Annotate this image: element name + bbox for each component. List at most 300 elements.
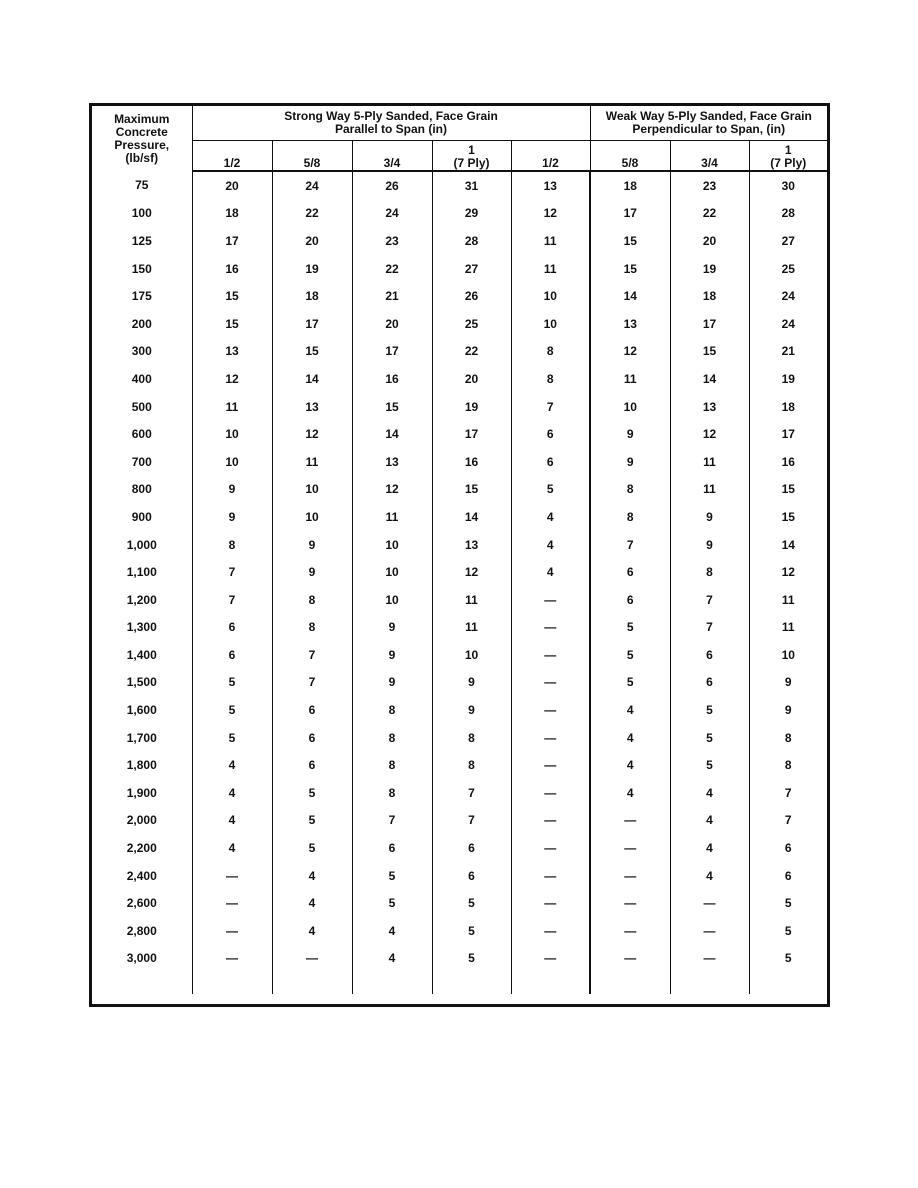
span-cell: 27 xyxy=(432,255,511,283)
pressure-cell: 1,400 xyxy=(126,647,157,662)
span-cell: 9 xyxy=(192,503,272,531)
pressure-cell: 1,500 xyxy=(126,675,157,690)
span-cell: 6 xyxy=(511,420,590,448)
span-cell: 25 xyxy=(432,310,511,338)
table-row xyxy=(92,448,827,476)
span-cell: 11 xyxy=(432,614,511,642)
span-cell: 6 xyxy=(590,586,670,614)
span-cell: 7 xyxy=(432,779,511,807)
span-cell: 22 xyxy=(272,200,352,228)
span-cell: 11 xyxy=(511,255,590,283)
span-cell: 5 xyxy=(192,669,272,697)
span-cell: 17 xyxy=(590,200,670,228)
span-cell: 10 xyxy=(272,503,352,531)
span-cell: 9 xyxy=(432,696,511,724)
pressure-cell: 1,000 xyxy=(126,537,157,552)
span-cell: — xyxy=(590,807,670,835)
span-cell: 5 xyxy=(432,945,511,973)
span-cell: 11 xyxy=(352,503,432,531)
pressure-cell: 600 xyxy=(131,427,152,442)
column-header: 1/2 xyxy=(511,141,590,172)
span-cell: 6 xyxy=(590,558,670,586)
span-cell: — xyxy=(590,889,670,917)
span-cell: 8 xyxy=(432,751,511,779)
span-cell: 15 xyxy=(590,255,670,283)
span-cell: — xyxy=(272,945,352,973)
span-cell: 5 xyxy=(192,696,272,724)
span-cell: 16 xyxy=(192,255,272,283)
span-cell: 9 xyxy=(590,448,670,476)
pressure-cell: 125 xyxy=(131,233,152,248)
span-cell: 11 xyxy=(670,448,749,476)
span-cell: 8 xyxy=(352,696,432,724)
span-cell: 6 xyxy=(432,834,511,862)
span-cell: 7 xyxy=(272,641,352,669)
span-cell: 9 xyxy=(272,558,352,586)
span-cell: 13 xyxy=(432,531,511,559)
span-cell: — xyxy=(670,945,749,973)
span-cell: 11 xyxy=(749,614,827,642)
pressure-cell: 200 xyxy=(131,316,152,331)
span-cell: 25 xyxy=(749,255,827,283)
span-cell: 15 xyxy=(749,476,827,504)
pressure-cell: 1,300 xyxy=(126,620,157,635)
span-cell: 15 xyxy=(670,338,749,366)
span-cell: 30 xyxy=(749,171,827,200)
span-cell: 6 xyxy=(432,862,511,890)
span-cell: 10 xyxy=(272,476,352,504)
span-cell: 20 xyxy=(352,310,432,338)
table-row xyxy=(92,503,827,531)
span-cell: 5 xyxy=(511,476,590,504)
span-cell: — xyxy=(511,696,590,724)
span-cell: 19 xyxy=(432,393,511,421)
table-row xyxy=(92,641,827,669)
span-cell: 5 xyxy=(590,641,670,669)
pressure-cell: 2,600 xyxy=(126,896,157,911)
pressure-cell: 800 xyxy=(131,482,152,497)
span-cell: 19 xyxy=(272,255,352,283)
span-cell: 12 xyxy=(352,476,432,504)
group-header-strong-way: Strong Way 5-Ply Sanded, Face Grain Parallel to Span (in) xyxy=(192,106,590,141)
table-row xyxy=(92,200,827,228)
span-cell: 4 xyxy=(511,503,590,531)
table-row xyxy=(92,696,827,724)
table-row xyxy=(92,338,827,366)
span-cell: 7 xyxy=(670,586,749,614)
span-cell: 13 xyxy=(352,448,432,476)
span-cell: 8 xyxy=(590,476,670,504)
span-cell: — xyxy=(511,945,590,973)
span-cell: 4 xyxy=(192,751,272,779)
span-cell: 15 xyxy=(352,393,432,421)
span-cell: 11 xyxy=(511,227,590,255)
column-header: 1/2 xyxy=(192,141,272,172)
pressure-cell: 2,400 xyxy=(126,868,157,883)
span-cell: 5 xyxy=(192,724,272,752)
span-cell: 12 xyxy=(432,558,511,586)
span-cell: 17 xyxy=(432,420,511,448)
span-cell: — xyxy=(590,862,670,890)
column-header: 1 (7 Ply) xyxy=(749,141,827,172)
span-cell: 5 xyxy=(670,751,749,779)
pressure-cell: 1,600 xyxy=(126,703,157,718)
span-cell: 4 xyxy=(272,917,352,945)
span-cell: 6 xyxy=(272,724,352,752)
span-cell: 15 xyxy=(192,310,272,338)
span-cell: 17 xyxy=(192,227,272,255)
span-cell: 4 xyxy=(511,558,590,586)
table-row xyxy=(92,889,827,917)
span-cell: 20 xyxy=(272,227,352,255)
span-cell: — xyxy=(511,862,590,890)
span-cell: 15 xyxy=(192,282,272,310)
span-cell: — xyxy=(511,834,590,862)
table-row xyxy=(92,834,827,862)
span-cell: 17 xyxy=(749,420,827,448)
span-cell: 7 xyxy=(192,558,272,586)
span-cell: 10 xyxy=(511,310,590,338)
span-cell: 6 xyxy=(749,834,827,862)
span-cell: 4 xyxy=(352,917,432,945)
pressure-cell: 1,900 xyxy=(126,785,157,800)
group-header-weak-way: Weak Way 5-Ply Sanded, Face Grain Perpendicular to Span, (in) xyxy=(590,106,827,141)
span-cell: 14 xyxy=(272,365,352,393)
span-cell: 14 xyxy=(590,282,670,310)
span-cell: — xyxy=(192,917,272,945)
span-cell: 9 xyxy=(432,669,511,697)
span-cell: 26 xyxy=(352,171,432,200)
span-cell: 28 xyxy=(432,227,511,255)
span-cell: 4 xyxy=(590,724,670,752)
span-cell: 18 xyxy=(670,282,749,310)
column-header: 5/8 xyxy=(272,141,352,172)
span-cell: 14 xyxy=(749,531,827,559)
span-cell: 15 xyxy=(432,476,511,504)
span-cell: 21 xyxy=(352,282,432,310)
span-cell: 17 xyxy=(670,310,749,338)
span-cell: 6 xyxy=(670,669,749,697)
span-cell: 8 xyxy=(749,724,827,752)
table-row xyxy=(92,945,827,973)
table-row xyxy=(92,586,827,614)
column-header-row xyxy=(92,141,827,172)
span-cell: — xyxy=(192,945,272,973)
span-cell: 4 xyxy=(670,834,749,862)
span-cell: — xyxy=(511,669,590,697)
span-cell: 6 xyxy=(272,696,352,724)
pressure-cell: 700 xyxy=(131,454,152,469)
span-cell: 9 xyxy=(352,669,432,697)
span-cell: 11 xyxy=(670,476,749,504)
span-cell: 14 xyxy=(352,420,432,448)
span-cell: 8 xyxy=(272,586,352,614)
span-cell: 21 xyxy=(749,338,827,366)
table-row xyxy=(92,282,827,310)
pressure-cell: 2,200 xyxy=(126,841,157,856)
span-cell: 16 xyxy=(432,448,511,476)
pressure-cell: 300 xyxy=(131,344,152,359)
span-cell: 12 xyxy=(192,365,272,393)
span-cell: 7 xyxy=(192,586,272,614)
span-cell: 7 xyxy=(749,779,827,807)
span-cell: 12 xyxy=(272,420,352,448)
span-cell: 10 xyxy=(590,393,670,421)
span-cell: 8 xyxy=(192,531,272,559)
span-cell: 14 xyxy=(670,365,749,393)
span-cell: — xyxy=(511,917,590,945)
table-row xyxy=(92,862,827,890)
span-cell: — xyxy=(511,807,590,835)
column-header: 5/8 xyxy=(590,141,670,172)
span-cell: 9 xyxy=(192,476,272,504)
span-cell: 18 xyxy=(749,393,827,421)
span-cell: 16 xyxy=(352,365,432,393)
span-cell: 28 xyxy=(749,200,827,228)
span-cell: 19 xyxy=(749,365,827,393)
span-cell: 18 xyxy=(192,200,272,228)
pressure-cell: 1,800 xyxy=(126,758,157,773)
span-cell: 12 xyxy=(590,338,670,366)
span-cell: 20 xyxy=(192,171,272,200)
span-cell: 11 xyxy=(432,586,511,614)
table-row xyxy=(92,255,827,283)
span-cell: 13 xyxy=(192,338,272,366)
span-cell: — xyxy=(511,751,590,779)
span-cell: — xyxy=(511,586,590,614)
table-row xyxy=(92,917,827,945)
span-cell: 10 xyxy=(432,641,511,669)
span-cell: 4 xyxy=(590,751,670,779)
table-bottom-spacer xyxy=(92,972,827,994)
span-cell: 8 xyxy=(352,724,432,752)
span-cell: 7 xyxy=(432,807,511,835)
span-cell: — xyxy=(511,724,590,752)
span-cell: 4 xyxy=(192,807,272,835)
span-cell: 23 xyxy=(670,171,749,200)
span-cell: 8 xyxy=(590,503,670,531)
stub-header: Maximum Concrete Pressure, (lb/sf) xyxy=(114,111,170,165)
pressure-cell: 175 xyxy=(131,289,152,304)
span-cell: — xyxy=(511,641,590,669)
span-cell: 11 xyxy=(749,586,827,614)
span-cell: 5 xyxy=(670,724,749,752)
pressure-cell: 900 xyxy=(131,509,152,524)
span-cell: 5 xyxy=(352,889,432,917)
span-cell: 10 xyxy=(749,641,827,669)
table-row xyxy=(92,171,827,200)
pressure-cell: 1,200 xyxy=(126,592,157,607)
span-cell: 23 xyxy=(352,227,432,255)
span-cell: 11 xyxy=(590,365,670,393)
span-cell: 4 xyxy=(590,779,670,807)
span-cell: — xyxy=(511,889,590,917)
span-cell: 4 xyxy=(670,779,749,807)
span-cell: 8 xyxy=(272,614,352,642)
span-cell: — xyxy=(670,917,749,945)
span-cell: 31 xyxy=(432,171,511,200)
span-cell: 10 xyxy=(352,558,432,586)
span-cell: 27 xyxy=(749,227,827,255)
pressure-cell: 75 xyxy=(135,178,149,193)
table-row xyxy=(92,531,827,559)
table-row xyxy=(92,669,827,697)
span-cell: 5 xyxy=(432,917,511,945)
span-cell: 29 xyxy=(432,200,511,228)
span-cell: 24 xyxy=(749,310,827,338)
span-cell: 9 xyxy=(272,531,352,559)
span-cell: 17 xyxy=(272,310,352,338)
pressure-cell: 2,000 xyxy=(126,813,157,828)
pressure-cell: 1,700 xyxy=(126,730,157,745)
span-cell: 6 xyxy=(352,834,432,862)
span-cell: 18 xyxy=(590,171,670,200)
span-cell: 10 xyxy=(352,531,432,559)
data-table xyxy=(92,106,827,994)
span-cell: 10 xyxy=(511,282,590,310)
span-cell: 4 xyxy=(670,807,749,835)
span-cell: 6 xyxy=(670,641,749,669)
span-cell: 24 xyxy=(352,200,432,228)
span-cell: 7 xyxy=(511,393,590,421)
span-cell: 9 xyxy=(352,614,432,642)
span-cell: 8 xyxy=(670,558,749,586)
span-cell: 5 xyxy=(352,862,432,890)
pressure-cell: 3,000 xyxy=(126,951,157,966)
span-cell: 4 xyxy=(272,862,352,890)
pressure-cell: 100 xyxy=(131,206,152,221)
span-cell: — xyxy=(511,614,590,642)
column-header: 3/4 xyxy=(352,141,432,172)
span-cell: 8 xyxy=(749,751,827,779)
span-cell: 10 xyxy=(192,448,272,476)
span-cell: 15 xyxy=(749,503,827,531)
table-row xyxy=(92,227,827,255)
span-cell: — xyxy=(192,889,272,917)
column-header: 1 (7 Ply) xyxy=(432,141,511,172)
span-cell: 6 xyxy=(192,614,272,642)
span-cell: 9 xyxy=(590,420,670,448)
span-cell: 7 xyxy=(749,807,827,835)
span-cell: 5 xyxy=(272,834,352,862)
span-cell: 22 xyxy=(670,200,749,228)
plywood-span-table xyxy=(89,103,830,1007)
table-row xyxy=(92,310,827,338)
span-cell: 5 xyxy=(670,696,749,724)
table-row xyxy=(92,476,827,504)
span-cell: — xyxy=(511,779,590,807)
span-cell: 4 xyxy=(192,834,272,862)
span-cell: 6 xyxy=(272,751,352,779)
span-cell: 13 xyxy=(590,310,670,338)
span-cell: 4 xyxy=(192,779,272,807)
span-cell: 8 xyxy=(352,779,432,807)
span-cell: 12 xyxy=(670,420,749,448)
table-row xyxy=(92,365,827,393)
span-cell: — xyxy=(670,889,749,917)
table-row xyxy=(92,779,827,807)
pressure-cell: 2,800 xyxy=(126,923,157,938)
span-cell: 12 xyxy=(749,558,827,586)
span-cell: 5 xyxy=(272,779,352,807)
span-cell: 17 xyxy=(352,338,432,366)
span-cell: 8 xyxy=(511,365,590,393)
span-cell: 5 xyxy=(749,889,827,917)
table-row xyxy=(92,807,827,835)
pressure-cell: 1,100 xyxy=(126,565,157,580)
span-cell: 24 xyxy=(749,282,827,310)
span-cell: 10 xyxy=(352,586,432,614)
span-cell: 7 xyxy=(272,669,352,697)
span-cell: 4 xyxy=(670,862,749,890)
span-cell: 9 xyxy=(670,531,749,559)
span-cell: 7 xyxy=(352,807,432,835)
span-cell: 9 xyxy=(670,503,749,531)
span-cell: 6 xyxy=(511,448,590,476)
span-cell: — xyxy=(590,945,670,973)
pressure-cell: 400 xyxy=(131,371,152,386)
span-cell: — xyxy=(590,834,670,862)
table-row xyxy=(92,558,827,586)
span-cell: 8 xyxy=(432,724,511,752)
span-cell: 14 xyxy=(432,503,511,531)
span-cell: 5 xyxy=(590,614,670,642)
table-row xyxy=(92,724,827,752)
span-cell: — xyxy=(192,862,272,890)
span-cell: 5 xyxy=(590,669,670,697)
span-cell: 4 xyxy=(511,531,590,559)
table-row xyxy=(92,393,827,421)
span-cell: 5 xyxy=(749,945,827,973)
pressure-cell: 500 xyxy=(131,399,152,414)
span-cell: 18 xyxy=(272,282,352,310)
span-cell: 4 xyxy=(352,945,432,973)
table-row xyxy=(92,614,827,642)
span-cell: — xyxy=(590,917,670,945)
span-cell: 5 xyxy=(432,889,511,917)
span-cell: 13 xyxy=(670,393,749,421)
table-row xyxy=(92,420,827,448)
span-cell: 9 xyxy=(749,669,827,697)
span-cell: 13 xyxy=(272,393,352,421)
span-cell: 8 xyxy=(511,338,590,366)
span-cell: 6 xyxy=(749,862,827,890)
span-cell: 26 xyxy=(432,282,511,310)
span-cell: 12 xyxy=(511,200,590,228)
span-cell: 4 xyxy=(590,696,670,724)
span-cell: 7 xyxy=(670,614,749,642)
span-cell: 20 xyxy=(670,227,749,255)
span-cell: 11 xyxy=(192,393,272,421)
span-cell: 5 xyxy=(749,917,827,945)
span-cell: 11 xyxy=(272,448,352,476)
table-body xyxy=(92,171,827,994)
span-cell: 7 xyxy=(590,531,670,559)
span-cell: 8 xyxy=(352,751,432,779)
column-header: 3/4 xyxy=(670,141,749,172)
span-cell: 10 xyxy=(192,420,272,448)
span-cell: 16 xyxy=(749,448,827,476)
span-cell: 22 xyxy=(432,338,511,366)
pressure-cell: 150 xyxy=(131,261,152,276)
span-cell: 15 xyxy=(590,227,670,255)
span-cell: 6 xyxy=(192,641,272,669)
span-cell: 24 xyxy=(272,171,352,200)
table-row xyxy=(92,751,827,779)
span-cell: 13 xyxy=(511,171,590,200)
span-cell: 9 xyxy=(352,641,432,669)
span-cell: 9 xyxy=(749,696,827,724)
